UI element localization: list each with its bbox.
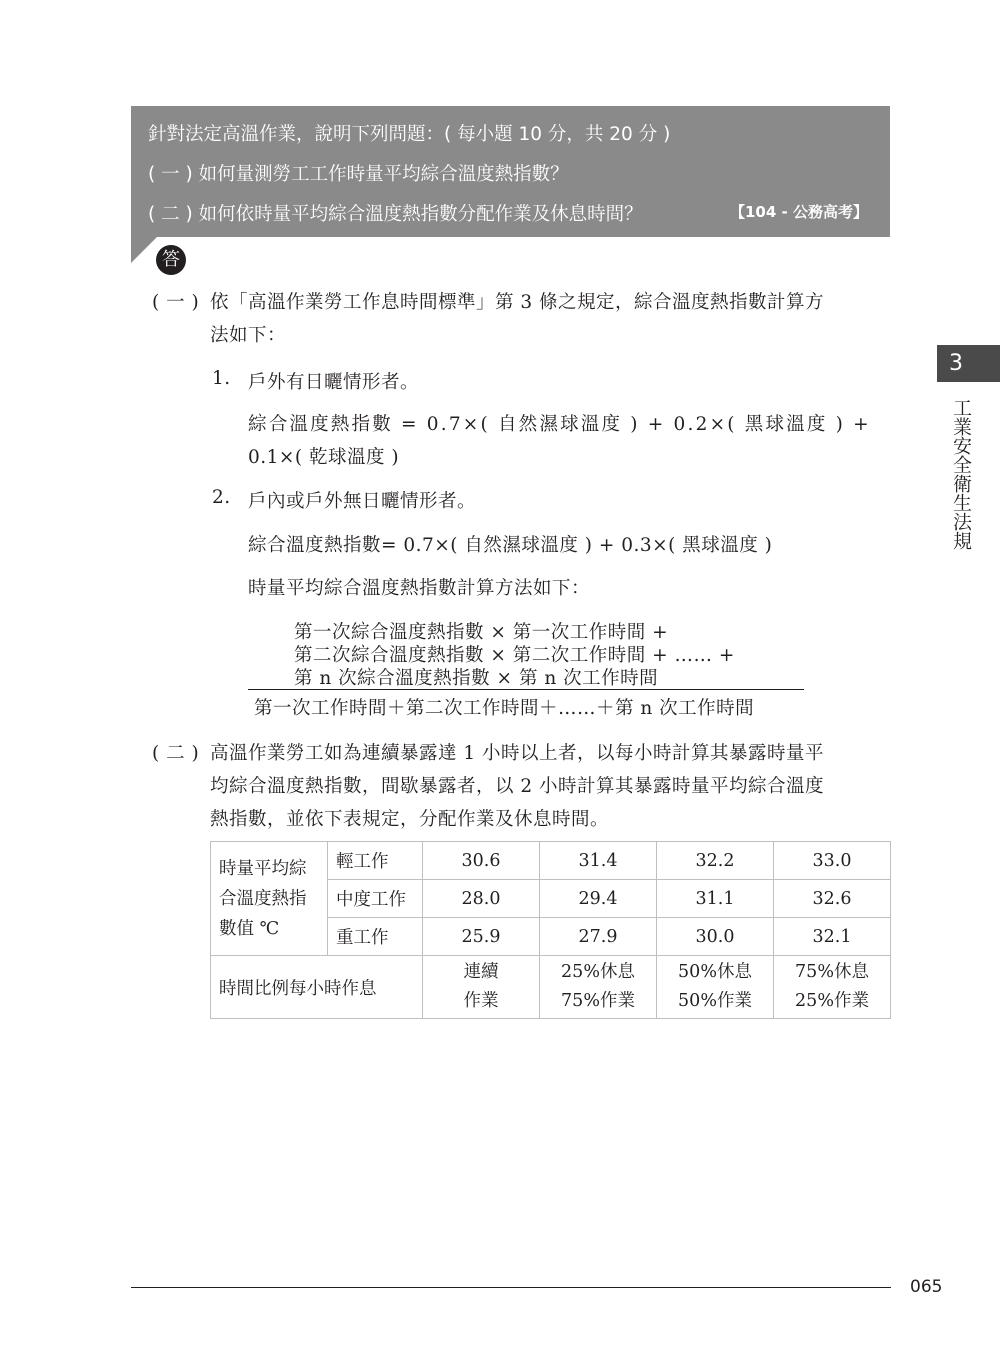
ratio-rest: 50%休息 [678,962,752,982]
ratio-cell [657,956,774,1019]
table-cell: 28.0 [423,880,540,918]
footer-rule [131,1287,891,1288]
numerator-line2: 第二次綜合溫度熱指數 × 第二次工作時間 + …… + [294,645,735,666]
ratio-cell [774,956,891,1019]
ratio-work: 作業 [463,991,499,1011]
item2-number: 2. [212,487,231,508]
item1-formula-a: 綜合溫度熱指數 = 0.7×( 自然濕球溫度 ) + 0.2×( 黑球溫度 ) + [248,414,871,435]
table-row [211,842,891,880]
table-cell: 31.1 [657,880,774,918]
question-box-tail [131,237,157,263]
row-header-line3: 數值 ℃ [219,918,280,939]
table-cell: 27.9 [540,918,657,956]
part2-line3: 熱指數，並依下表規定，分配作業及休息時間。 [210,809,610,830]
table-cell: 32.6 [774,880,891,918]
item1-title: 戶外有日曬情形者。 [248,372,420,393]
numerator-line1: 第一次綜合溫度熱指數 × 第一次工作時間 + [294,622,669,643]
heat-index-table [210,841,891,1019]
table-row [211,956,891,1019]
part2-line2: 均綜合溫度熱指數，間歇暴露者，以 2 小時計算其暴露時量平均綜合溫度 [210,776,825,797]
table-cell: 25.9 [423,918,540,956]
question-2: ( 二 ) 如何依時量平均綜合溫度熱指數分配作業及休息時間？ [148,204,643,225]
question-stem: 針對法定高溫作業，說明下列問題：( 每小題 10 分，共 20 分 ) [148,124,671,145]
table-cell: 32.2 [657,842,774,880]
item2-title: 戶內或戶外無日曬情形者。 [248,491,477,512]
ratio-work: 25%作業 [795,991,869,1011]
table-cell: 29.4 [540,880,657,918]
chapter-tab-number: 3 [937,345,1000,382]
question-source: 【104 - 公務高考】 [730,203,868,221]
table-cell: 31.4 [540,842,657,880]
part2-line1: 高溫作業勞工如為連續暴露達 1 小時以上者，以每小時計算其暴露時量平 [210,743,825,764]
numerator-line3: 第 n 次綜合溫度熱指數 × 第 n 次工作時間 [294,668,659,689]
work-type-cell: 中度工作 [328,880,423,918]
table-cell: 30.6 [423,842,540,880]
chapter-tab-title: 工業安全衛生法規 [950,398,972,550]
fraction-bar [248,689,804,690]
item1-number: 1. [212,368,231,389]
item2-formula: 綜合溫度熱指數= 0.7×( 自然濕球溫度 ) + 0.3×( 黑球溫度 ) [248,535,773,556]
ratio-rest: 25%休息 [561,962,635,982]
table-cell: 32.1 [774,918,891,956]
ratio-work: 50%作業 [678,991,752,1011]
work-type-cell: 輕工作 [328,842,423,880]
row-header-line2: 合溫度熱指 [219,888,307,909]
question-1: ( 一 ) 如何量測勞工工作時量平均綜合溫度熱指數？ [148,164,569,185]
table-cell: 33.0 [774,842,891,880]
answer-badge: 答 [156,245,186,275]
part2-marker: ( 二 ) [152,743,200,764]
ratio-label-cell: 時間比例每小時作息 [211,956,423,1019]
work-type-cell: 重工作 [328,918,423,956]
ratio-cell [540,956,657,1019]
part1-line1: 依「高溫作業勞工作息時間標準」第 3 條之規定，綜合溫度熱指數計算方 [210,292,825,313]
part1-marker: ( 一 ) [152,292,200,313]
item1-formula-b: 0.1×( 乾球溫度 ) [248,447,400,468]
row-header-line1: 時量平均綜 [219,858,307,879]
page-number: 065 [910,1277,943,1297]
ratio-cell [423,956,540,1019]
ratio-rest: 連續 [463,962,499,982]
twa-intro: 時量平均綜合溫度熱指數計算方法如下： [248,578,591,599]
table-cell: 30.0 [657,918,774,956]
part1-line2: 法如下： [210,325,287,346]
ratio-rest: 75%休息 [795,962,869,982]
ratio-work: 75%作業 [561,991,635,1011]
denominator: 第一次工作時間＋第二次工作時間＋……＋第 n 次工作時間 [254,698,755,719]
row-header [211,842,328,956]
